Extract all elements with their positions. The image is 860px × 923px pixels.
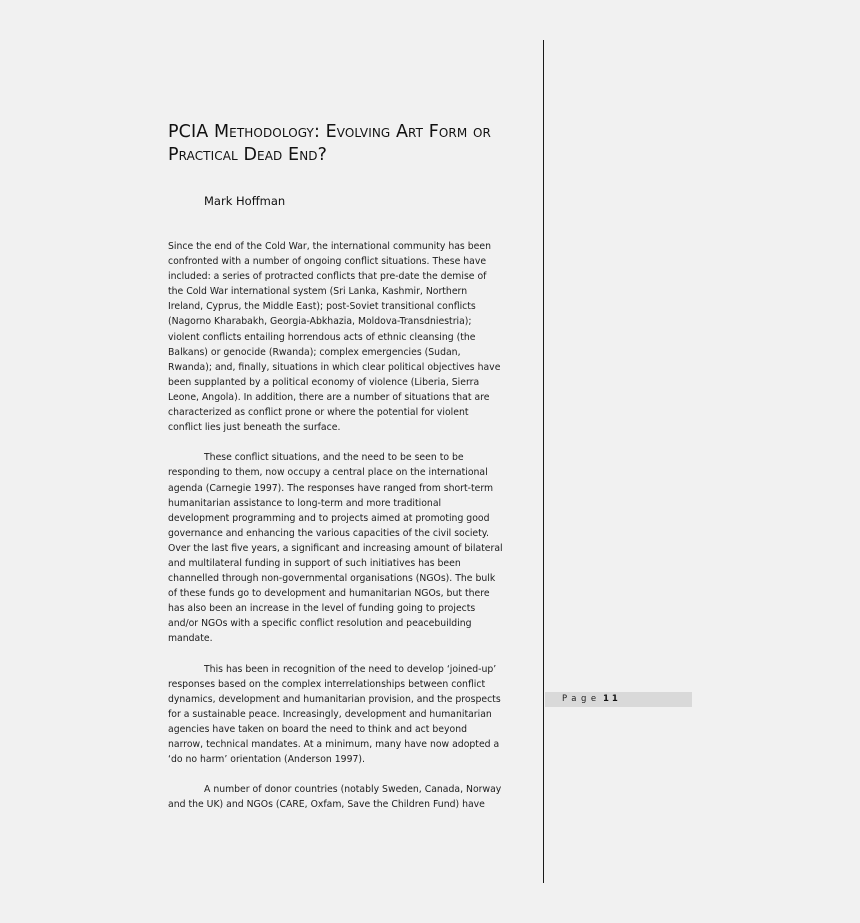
vertical-divider: [543, 40, 544, 883]
page-label: Page: [562, 694, 601, 704]
paragraph-3: This has been in recognition of the need to develop ‘joined-up’ responses based on the complex interrelationships between conflict dynamics, development and humanitarian provision, and the prospects for a sustainable peace. Increasingly, development and humanitarian agencies have taken on board the need to think and act beyond narrow, technical mandates. At a minimum, many have now adopted a ‘do no harm’ orientation (Anderson 1997).: [168, 663, 501, 766]
article-title: PCIA Methodology: Evolving Art Form or Practical Dead End?: [168, 122, 491, 165]
paragraph-1: Since the end of the Cold War, the international community has been confronted with a number of ongoing conflict situations. These have included: a series of protracted conflicts that pre-date the demise of the Cold War international system (Sri Lanka, Kashmir, Northern Ireland, Cyprus, the Middle East); post-Soviet transitional conflicts (Nagorno Kharabakh, Georgia-Abkhazia, Moldova-Transdniestria); violent conflicts entailing horrendous acts of ethnic cleansing (the Balkans) or genocide (Rwanda); complex emergencies (Sudan, Rwanda); and, finally, situations in which clear political objectives have been supplanted by a political economy of violence (Liberia, Sierra Leone, Angola). In addition, there are a number of situations that are characterized as conflict prone or where the potential for violent conflict lies just beneath the surface.: [168, 241, 501, 434]
paragraph-4: A number of donor countries (notably Sweden, Canada, Norway and the UK) and NGOs (CARE, Oxfam, Save the Children Fund) have: [168, 784, 502, 811]
page-number: 11: [603, 694, 621, 704]
author-name: Mark Hoffman: [204, 194, 286, 208]
paragraph-2: These conflict situations, and the need to be seen to be responding to them, now occupy a central place on the international agenda (Carnegie 1997). The responses have ranged from short-term humanitarian assistance to long-term and more traditional development programming and to projects aimed at promoting good governance and enhancing the various capacities of the civil society. Over the last five years, a significant and increasing amount of bilateral and multilateral funding in support of such initiatives has been channelled through non-governmental organisations (NGOs). The bulk of these funds go to development and humanitarian NGOs, but there has also been an increase in the level of funding going to projects and/or NGOs with a specific conflict resolution and peacebuilding mandate.: [168, 452, 503, 645]
article-body: [168, 239, 503, 828]
